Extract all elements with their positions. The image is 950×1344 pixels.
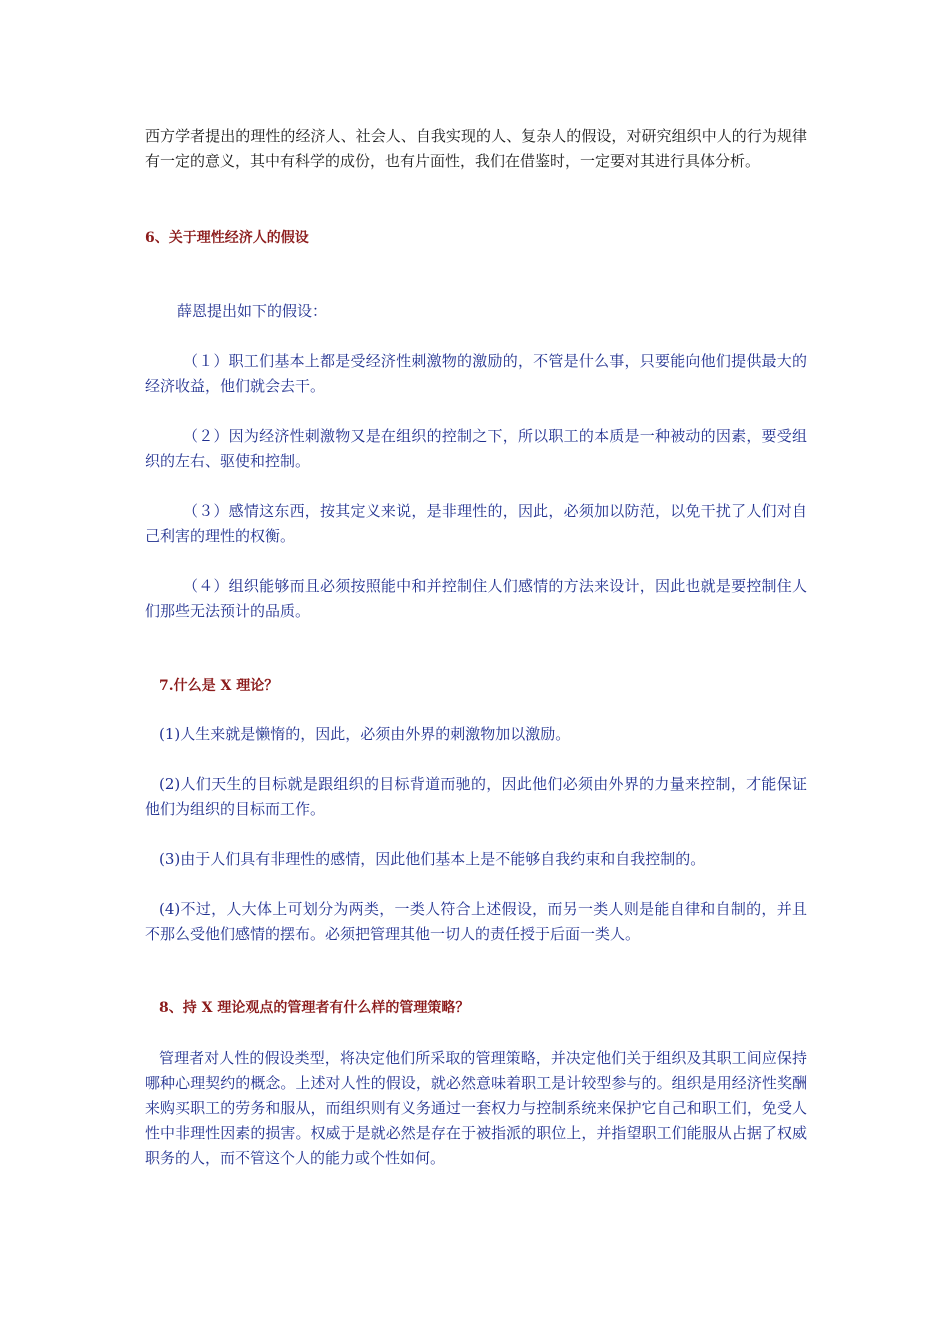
section-6-heading: 6、关于理性经济人的假设	[145, 230, 309, 246]
section-6-item-2: （２）因为经济性刺激物又是在组织的控制之下，所以职工的本质是一种被动的因素，要受组织的左右、驱使和控制。	[145, 427, 807, 470]
section-6-lead: 薛恩提出如下的假设：	[177, 302, 328, 320]
section-7-heading: 7.什么是 X 理论？	[159, 678, 279, 694]
section-6-item-3: （３）感情这东西，按其定义来说，是非理性的，因此，必须加以防范，以免干扰了人们对自己利害的理性的权衡。	[145, 502, 807, 545]
section-7-item-3: (3)由于人们具有非理性的感情，因此他们基本上是不能够自我约束和自我控制的。	[159, 850, 706, 868]
section-7-item-1: (1)人生来就是懒惰的，因此，必须由外界的刺激物加以激励。	[159, 725, 571, 743]
section-6-item-1: （１）职工们基本上都是受经济性刺激物的激励的，不管是什么事，只要能向他们提供最大的经济收益，他们就会去干。	[145, 352, 807, 395]
section-7-item-2: (2)人们天生的目标就是跟组织的目标背道而驰的，因此他们必须由外界的力量来控制，才能保证他们为组织的目标而工作。	[145, 775, 807, 818]
section-6-item-4: （４）组织能够而且必须按照能中和并控制住人们感情的方法来设计，因此也就是要控制住人们那些无法预计的品质。	[145, 577, 807, 620]
intro-paragraph: 西方学者提出的理性的经济人、社会人、自我实现的人、复杂人的假设，对研究组织中人的行为规律有一定的意义，其中有科学的成份，也有片面性，我们在借鉴时，一定要对其进行具体分析。	[145, 127, 807, 170]
section-8-body: 管理者对人性的假设类型，将决定他们所采取的管理策略，并决定他们关于组织及其职工间应保持哪种心理契约的概念。上述对人性的假设，就必然意味着职工是计较型参与的。组织是用经济性奖酬来购买职工的劳务和服从，而组织则有义务通过一套权力与控制系统来保护它自己和职工们，免受人性中非理性因素的损害。权威于是就必然是存在于被指派的职位上，并指望职工们能服从占据了权威职务的人，而不管这个人的能力或个性如何。	[145, 1049, 807, 1167]
section-7-item-4: (4)不过，人大体上可划分为两类，一类人符合上述假设，而另一类人则是能自律和自制的，并且不那么受他们感情的摆布。必须把管理其他一切人的责任授于后面一类人。	[145, 900, 807, 943]
section-8-heading: 8、持 X 理论观点的管理者有什么样的管理策略？	[159, 1000, 470, 1016]
